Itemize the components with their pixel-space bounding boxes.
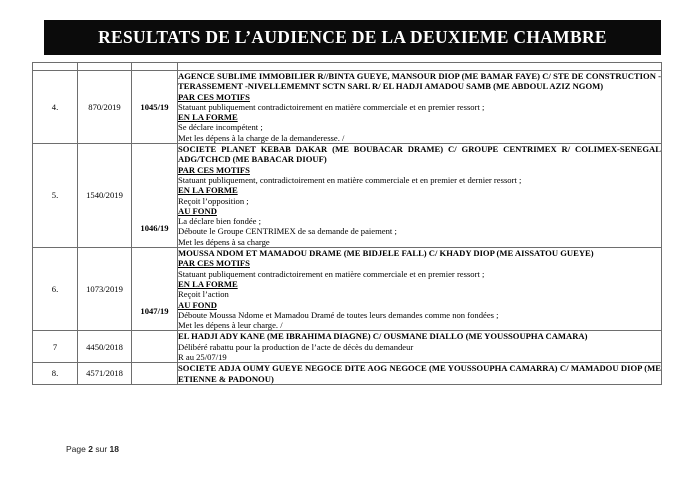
ruling-text: Se déclare incompétent ; <box>178 122 263 133</box>
case-number: 6. <box>33 248 78 331</box>
ruling-text: Reçoit l’opposition ; <box>178 195 249 206</box>
results-table <box>32 62 662 385</box>
case-number: 5. <box>33 144 78 248</box>
case-details <box>178 248 662 331</box>
decision-number: 1047/19 <box>132 248 178 331</box>
empty-cell <box>178 63 662 71</box>
case-details <box>178 144 662 248</box>
page-total: 18 <box>109 444 119 454</box>
of-word: sur <box>95 444 108 454</box>
ruling-text: Statuant publiquement contradictoirement en matière commerciale et en premier ressort ; <box>178 101 485 112</box>
page-title: RESULTATS DE L’AUDIENCE DE LA DEUXIEME CHAMBRE <box>98 27 607 47</box>
decision-number <box>132 331 178 363</box>
ruling-text: Met les dépens à la charge de la demanderesse. / <box>178 132 345 143</box>
page-number: 2 <box>88 444 93 454</box>
decision-number: 1046/19 <box>132 144 178 248</box>
table-row <box>33 248 662 331</box>
page-footer <box>66 444 119 454</box>
section-heading: EN LA FORME <box>178 278 238 289</box>
section-heading: AU FOND <box>178 299 217 310</box>
case-number: 7 <box>33 331 78 363</box>
case-details <box>178 71 662 144</box>
case-role-number: 1073/2019 <box>78 248 132 331</box>
ruling-text: Statuant publiquement, contradictoirement en matière commerciale et en premier et dernier ressort ; <box>178 174 522 185</box>
ruling-text: Met les dépens à sa charge <box>178 236 270 247</box>
ruling-text: Déboute le Groupe CENTRIMEX de sa demande de paiement ; <box>178 226 397 237</box>
case-details <box>178 331 662 363</box>
decision-number: 1045/19 <box>132 71 178 144</box>
table-row <box>33 363 662 385</box>
ruling-text: Reçoit l’action <box>178 289 229 300</box>
section-heading: PAR CES MOTIFS <box>178 91 250 102</box>
case-details <box>178 363 662 385</box>
empty-cell <box>78 63 132 71</box>
parties: SOCIETE PLANET KEBAB DAKAR (ME BOUBACAR DRAME) C/ GROUPE CENTRIMEX R/ COLIMEX-SENEGAL ADG/TCHCD (ME BABACAR DIOUF) <box>178 144 661 165</box>
case-role-number: 4450/2018 <box>78 331 132 363</box>
section-heading: PAR CES MOTIFS <box>178 164 250 175</box>
section-heading: AU FOND <box>178 205 217 216</box>
case-number: 8. <box>33 363 78 385</box>
table-header-row <box>33 63 662 71</box>
table-row <box>33 71 662 144</box>
table-row <box>33 331 662 363</box>
case-role-number: 1540/2019 <box>78 144 132 248</box>
page-word: Page <box>66 444 86 454</box>
parties: SOCIETE ADJA OUMY GUEYE NEGOCE DITE AOG NEGOCE (ME YOUSSOUPHA CAMARRA) C/ MAMADOU DIOP (ME ETIENNE & PADONOU) <box>178 363 661 384</box>
section-heading: EN LA FORME <box>178 185 238 196</box>
empty-cell <box>33 63 78 71</box>
empty-cell <box>132 63 178 71</box>
section-heading: PAR CES MOTIFS <box>178 258 250 269</box>
page-title-banner <box>44 20 661 55</box>
parties: AGENCE SUBLIME IMMOBILIER R//BINTA GUEYE, MANSOUR DIOP (ME BAMAR FAYE) C/ STE DE CONSTRUCTION - TERASSEMENT -NIVELLEMEMNT SCTN SARL R/ EL HADJI AMADOU SAMB (ME ABDOUL AZIZ NGOM) <box>178 71 661 92</box>
section-heading: EN LA FORME <box>178 112 238 123</box>
parties: EL HADJI ADY KANE (ME IBRAHIMA DIAGNE) C/ OUSMANE DIALLO (ME YOUSSOUPHA CAMARA) <box>178 331 588 342</box>
case-role-number: 870/2019 <box>78 71 132 144</box>
ruling-text: Déboute Moussa Ndome et Mamadou Dramé de toutes leurs demandes comme non fondées ; <box>178 309 499 320</box>
ruling-text: Statuant publiquement contradictoirement en matière commerciale et en premier ressort ; <box>178 268 485 279</box>
ruling-text: La déclare bien fondée ; <box>178 216 262 227</box>
ruling-text: Met les dépens à leur charge. / <box>178 320 283 331</box>
table-row <box>33 144 662 248</box>
ruling-text: Délibéré rabattu pour la production de l’acte de décès du demandeur <box>178 341 414 352</box>
parties: MOUSSA NDOM ET MAMADOU DRAME (ME BIDJELE FALL) C/ KHADY DIOP (ME AISSATOU GUEYE) <box>178 248 594 259</box>
case-role-number: 4571/2018 <box>78 363 132 385</box>
ruling-text: R au 25/07/19 <box>178 352 227 363</box>
decision-number <box>132 363 178 385</box>
case-number: 4. <box>33 71 78 144</box>
